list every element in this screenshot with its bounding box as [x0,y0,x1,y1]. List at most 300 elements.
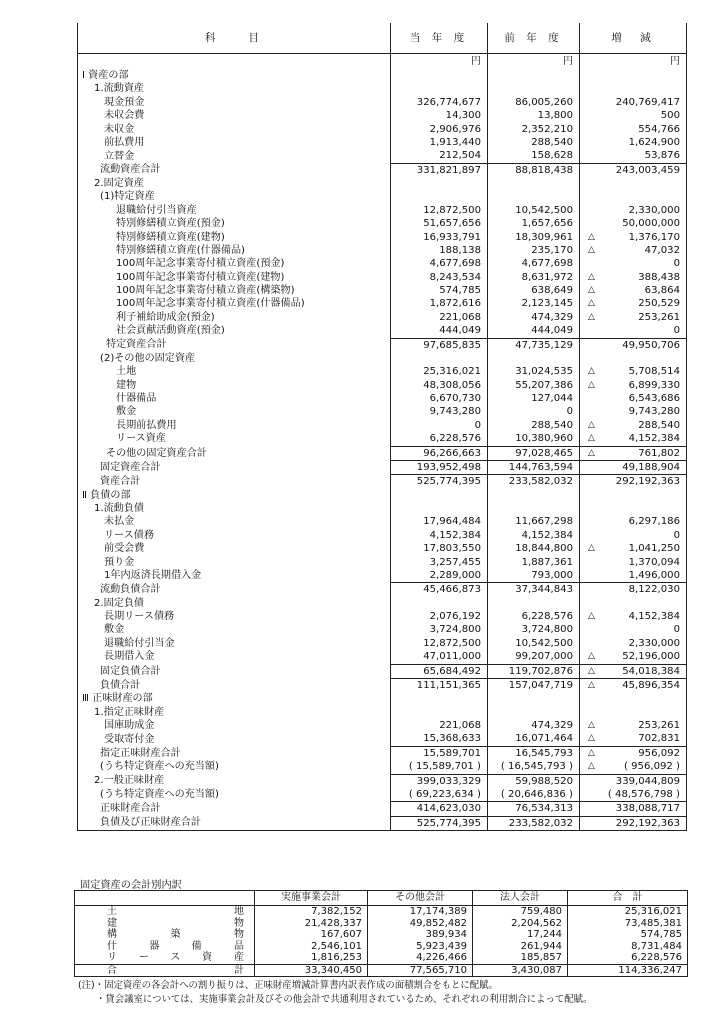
value-chg: 288,540 [638,419,680,431]
table-row [78,392,687,405]
asset-value: 167,607 [255,929,368,941]
value-prev: 235,170 [531,244,573,256]
value-prev: 6,228,576 [521,611,573,622]
value-prev: 10,542,500 [515,637,573,649]
table-row: (うち特定資産への充当額) ( 69,223,634 ) ( 20,646,836 ) ( 48,576,798 ) [78,788,687,802]
value-chg: 6,297,186 [628,516,680,528]
value-prev: 16,545,793 [515,747,573,759]
row-label: 国庫助成金 [104,720,155,731]
value-cur: 51,657,656 [423,218,481,230]
negative-mark: △ [588,679,595,690]
value-cur: 9,743,280 [429,406,481,418]
value-chg: 54,018,384 [622,665,680,677]
value-cur: 15,589,701 [423,747,481,759]
col-implementation: 実施事業会計 [255,891,368,906]
value-cur: 3,257,455 [429,556,481,568]
table-row [78,583,687,597]
fixed-asset-row [75,952,688,964]
value-chg: 0 [673,258,680,270]
row-label: 負債及び正味財産合計 [100,817,201,829]
negative-mark: △ [588,271,595,282]
value-cur: 12,872,500 [423,637,481,649]
asset-value: 2,546,101 [255,941,368,953]
row-label: 固定負債合計 [100,665,161,677]
row-label: 長期リース債務 [104,611,175,622]
value-chg: 48,576,798 [615,788,673,800]
col-change-header: 増 減 [580,23,687,54]
table-row [78,163,687,177]
value-prev: 18,844,800 [515,543,573,555]
negative-mark: △ [588,231,595,242]
asset-value: 8,731,484 [568,941,688,953]
value-prev: 474,329 [531,311,573,323]
table-row [78,664,687,678]
negative-mark: △ [588,720,595,730]
value-cur: 45,466,873 [423,584,481,596]
value-prev: 8,631,972 [521,271,573,283]
row-label: 負債合計 [100,679,141,691]
row-label: (うち特定資産への充当額) [100,789,219,801]
asset-value: 114,336,247 [568,964,688,977]
table-row [78,338,687,352]
table-row [78,190,687,203]
asset-name: 什器備品 [75,941,255,953]
value-prev: 233,582,032 [508,476,573,488]
value-cur: 4,677,698 [429,258,481,270]
row-label: 預り金 [104,556,135,568]
asset-value: 4,226,466 [368,952,473,964]
value-cur: 0 [474,419,481,431]
unit-label: 円 [580,54,687,70]
table-row [78,650,687,664]
asset-value: 73,485,381 [568,918,688,930]
value-cur: 2,076,192 [429,611,481,622]
value-cur: 65,684,492 [423,665,481,677]
table-row [78,623,687,636]
row-label: 1.流動負債 [94,503,145,514]
table-row [78,774,687,788]
value-prev: 793,000 [531,569,573,581]
negative-mark: △ [588,366,595,377]
table-row [78,502,687,515]
row-label: (2)その他の固定資産 [100,352,196,364]
row-label: 未収金 [104,123,135,135]
value-prev: 13,800 [537,110,573,122]
asset-value: 185,857 [473,952,568,964]
value-chg: 49,188,904 [622,461,680,473]
value-cur: 12,872,500 [423,204,481,216]
row-label: 現金預金 [104,96,145,108]
table-row [78,82,687,95]
value-prev: 88,818,438 [515,164,573,176]
value-cur: 212,504 [439,150,481,162]
row-label: 固定資産合計 [100,461,161,473]
value-prev: 99,207,000 [515,651,573,663]
negative-mark: △ [588,665,595,676]
value-chg: 0 [673,529,680,541]
row-label: 什器備品 [116,393,157,404]
value-cur: 221,068 [439,720,481,731]
balance-sheet [77,23,686,831]
asset-name: リース資産 [75,952,255,964]
row-label: 流動資産合計 [100,164,161,176]
value-cur: 574,785 [439,285,481,296]
unit-label: 円 [391,54,488,70]
asset-value: 759,480 [473,906,568,918]
value-chg: 9,743,280 [628,406,680,418]
value-prev: 474,329 [531,720,573,731]
asset-value: 33,340,450 [255,964,368,977]
value-chg: 1,496,000 [628,569,680,581]
value-chg: 338,088,717 [615,803,680,815]
value-cur: 326,774,677 [416,96,481,108]
table-row [78,489,687,502]
note-1: (注)・固定資産の各会計への割り振りは、正味財産増減計算書内訳表作成の面積割合をもとに配賦。 [78,980,498,991]
col-current-header: 当 年 度 [391,23,488,54]
value-prev: 119,702,876 [508,665,573,677]
table-row [78,365,687,378]
row-label: 100周年記念事業寄付積立資産(建物) [116,271,285,283]
table-row [78,352,687,365]
value-prev: 86,005,260 [515,96,573,108]
value-cur: 4,152,384 [429,529,481,541]
value-chg: 500 [660,110,680,122]
row-label: 2.固定資産 [94,178,145,189]
value-chg: 339,044,809 [615,775,680,787]
value-chg: 6,543,686 [628,393,680,404]
value-prev: 55,207,386 [515,379,573,391]
row-label: (1)特定資産 [100,191,155,203]
row-label: 立替金 [104,150,135,162]
value-cur: 111,151,365 [416,679,481,691]
unit-label: 円 [488,54,580,70]
row-label: 社会貢献活動資産(預金) [116,325,225,337]
row-label: 前払費用 [104,136,145,148]
value-prev: 16,071,464 [515,733,573,745]
value-cur: 17,964,484 [423,516,481,528]
negative-mark: △ [588,379,595,390]
value-cur: 15,368,633 [423,733,481,745]
fixed-assets-header [75,891,688,906]
value-prev: 59,988,520 [515,775,573,787]
row-label: 退職給付引当資産 [116,204,197,216]
value-chg: 292,192,363 [615,817,680,829]
fixed-asset-row [75,941,688,953]
value-cur: 2,289,000 [429,569,481,581]
asset-value: 5,923,439 [368,941,473,953]
value-prev: 37,344,843 [515,584,573,596]
value-chg: 49,950,706 [622,339,680,351]
value-cur: 48,308,056 [423,379,481,391]
value-cur: 25,316,021 [423,366,481,378]
asset-value: 261,944 [473,941,568,953]
table-row [78,460,687,474]
value-prev: 18,309,961 [515,231,573,243]
value-chg: 6,899,330 [628,379,680,391]
value-cur: 444,049 [439,325,481,337]
value-prev: 10,542,500 [515,204,573,216]
value-prev: 4,677,698 [521,258,573,270]
row-label: 長期借入金 [104,651,155,663]
value-prev: 233,582,032 [508,817,573,829]
table-row [78,542,687,555]
row-label: その他の固定資産合計 [106,447,207,459]
value-cur: 221,068 [439,311,481,323]
negative-mark: △ [588,543,595,554]
col-total: 合 計 [568,891,688,906]
asset-value: 49,852,482 [368,918,473,930]
table-row [78,706,687,719]
asset-value: 77,565,710 [368,964,473,977]
col-other: その他会計 [368,891,473,906]
value-chg: 4,152,384 [628,433,680,445]
table-row [78,446,687,460]
value-cur: 47,011,000 [423,651,481,663]
row-label: 特別修繕積立資産(建物) [116,231,225,243]
table-row [78,637,687,650]
fixed-assets-table [74,890,688,977]
row-label: 100周年記念事業寄付積立資産(預金) [116,258,285,270]
negative-mark: △ [588,747,595,758]
table-row [78,515,687,528]
table-row [78,311,687,324]
value-cur: 14,300 [445,110,481,122]
value-cur: 17,803,550 [423,543,481,555]
value-chg: 0 [673,624,680,636]
row-label: リース債務 [104,529,154,541]
value-chg: 702,831 [638,733,680,745]
row-label: 未払金 [104,516,135,528]
value-prev: 0 [566,406,573,418]
value-chg: 956,092 [631,761,673,773]
row-label: 資産合計 [100,476,141,487]
value-chg: 1,376,170 [628,231,680,243]
value-cur: 331,821,897 [416,164,481,176]
value-cur: 16,933,791 [423,231,481,243]
value-cur: 1,913,440 [429,136,481,148]
table-row [78,284,687,297]
col-corporate: 法人会計 [473,891,568,906]
fixed-asset-row [75,918,688,930]
value-chg: 5,708,514 [628,366,680,378]
value-cur: 97,685,835 [423,339,481,351]
row-label: 前受会費 [104,543,145,555]
unit-row [78,54,687,70]
asset-name: 土地 [75,906,255,918]
value-prev: 4,152,384 [521,529,573,541]
row-label: 土地 [116,366,137,378]
table-row [78,324,687,338]
value-chg: 240,769,417 [615,96,680,108]
row-label: 未収会費 [104,110,145,122]
table-row [78,405,687,418]
row-label: 100周年記念事業寄付積立資産(什器備品) [116,298,305,310]
table-row [78,177,687,190]
table-row [78,69,687,82]
value-prev: 16,545,793 [508,761,566,773]
value-cur: 3,724,800 [429,624,481,636]
negative-mark: △ [588,761,595,772]
value-prev: 288,540 [531,419,573,431]
fixed-asset-row [75,964,688,977]
value-cur: 69,223,634 [416,788,474,800]
table-row [78,231,687,244]
asset-value: 1,816,253 [255,952,368,964]
col-previous-header: 前 年 度 [488,23,580,54]
value-prev: 1,887,361 [521,556,573,568]
table-row: (うち特定資産への充当額) ( 15,589,701 ) ( 16,545,793 ) △ ( 956,092 ) [78,760,687,774]
row-label: 1年内返済長期借入金 [104,570,202,582]
value-prev: 1,657,656 [521,218,573,230]
table-row [78,123,687,136]
value-chg: 52,196,000 [622,651,680,663]
table-row [78,217,687,230]
asset-value: 574,785 [568,929,688,941]
table-row [78,379,687,392]
row-label: 敷金 [116,406,137,418]
col-subject-header: 科 目 [78,23,391,54]
table-row [78,732,687,746]
value-chg: 388,438 [638,271,680,283]
value-cur: 188,138 [439,244,481,256]
row-label: リース資産 [116,433,166,445]
value-cur: 1,872,616 [429,298,481,310]
asset-value: 7,382,152 [255,906,368,918]
value-cur: 525,774,395 [416,817,481,829]
value-chg: 50,000,000 [622,218,680,230]
value-chg: 243,003,459 [615,164,680,176]
table-row [78,678,687,692]
value-prev: 97,028,465 [515,447,573,459]
row-label: 指定正味財産合計 [100,747,181,759]
row-label: 受取寄付金 [104,733,155,745]
value-chg: 250,529 [638,298,680,310]
table-row [78,257,687,270]
value-chg: 2,330,000 [628,637,680,649]
value-cur: 8,243,534 [429,271,481,283]
asset-value: 21,428,337 [255,918,368,930]
value-cur: 96,266,663 [423,447,481,459]
row-label: 長期前払費用 [116,419,177,431]
value-chg: 0 [673,325,680,337]
value-chg: 1,624,900 [628,136,680,148]
row-label: 利子補給助成金(預金) [116,311,215,323]
negative-mark: △ [588,311,595,322]
negative-mark: △ [588,447,595,458]
negative-mark: △ [588,651,595,662]
value-prev: 47,735,129 [515,339,573,351]
header-row [78,23,687,54]
value-cur: 6,228,576 [429,433,481,445]
value-prev: 444,049 [531,325,573,337]
asset-value: 2,204,562 [473,918,568,930]
value-cur: 2,906,976 [429,123,481,135]
asset-value: 17,244 [473,929,568,941]
table-row [78,529,687,542]
row-label: 流動負債合計 [100,584,161,595]
table-row [78,719,687,732]
value-cur: 193,952,498 [416,461,481,473]
value-chg: 8,122,030 [628,584,680,596]
row-label: 建物 [116,379,137,391]
value-prev: 2,352,210 [521,123,573,135]
row-label: 100周年記念事業寄付積立資産(構築物) [116,285,295,296]
fixed-asset-row [75,906,688,918]
value-prev: 288,540 [531,136,573,148]
value-chg: 53,876 [644,150,680,162]
asset-value: 6,228,576 [568,952,688,964]
negative-mark: △ [588,298,595,309]
value-prev: 638,649 [531,285,573,296]
table-row [78,802,687,816]
table-row [78,432,687,446]
asset-name: 建物 [75,918,255,930]
value-prev: 76,534,313 [515,803,573,815]
value-chg: 761,802 [638,447,680,459]
row-label: 2.固定負債 [94,597,145,609]
table-row [78,109,687,122]
table-row [78,271,687,284]
value-cur: 399,033,329 [416,775,481,787]
value-cur: 414,623,030 [416,803,481,815]
table-row [78,610,687,623]
value-chg: 2,330,000 [628,204,680,216]
asset-name: 構築物 [75,929,255,941]
value-chg: 1,370,094 [628,556,680,568]
value-prev: 3,724,800 [521,624,573,636]
asset-name: 合計 [75,964,255,977]
value-cur: 525,774,395 [416,476,481,488]
negative-mark: △ [588,733,595,744]
table-row [78,297,687,310]
row-label: 敷金 [104,624,125,636]
negative-mark: △ [588,419,595,430]
value-chg: 956,092 [638,747,680,759]
row-label: 退職給付引当金 [104,637,175,649]
row-label: Ⅱ 負債の部 [82,489,131,501]
table-row [78,136,687,149]
table-row [78,419,687,432]
value-chg: 554,766 [638,123,680,135]
negative-mark: △ [588,285,595,295]
value-prev: 158,628 [531,150,573,162]
value-chg: 47,032 [644,244,680,256]
value-chg: 63,864 [644,285,680,296]
value-prev: 31,024,535 [515,366,573,378]
value-chg: 253,261 [638,311,680,323]
negative-mark: △ [588,244,595,255]
value-chg: 253,261 [638,720,680,731]
row-label: 特定資産合計 [106,339,167,351]
value-prev: 11,667,298 [515,516,573,528]
row-label: 特別修繕積立資産(什器備品) [116,244,246,256]
note-2: ・貸会議室については、実施事業会計及びその他会計で共通利用されているため、それぞれの利用割合によって配賦。 [96,994,593,1005]
asset-value: 3,430,087 [473,964,568,977]
value-cur: 6,670,730 [429,393,481,404]
value-chg: 45,896,354 [622,679,680,691]
row-label: Ⅲ 正味財産の部 [82,693,153,705]
row-label: Ⅰ 資産の部 [82,70,129,81]
row-label: 1.流動資産 [94,83,145,95]
value-chg: 292,192,363 [615,476,680,488]
table-row [78,96,687,109]
value-cur: 15,589,701 [416,761,474,773]
row-label: 1.指定正味財産 [94,706,165,718]
table-row [78,597,687,610]
table-row [78,556,687,569]
value-prev: 2,123,145 [521,298,573,310]
table-row [78,244,687,257]
